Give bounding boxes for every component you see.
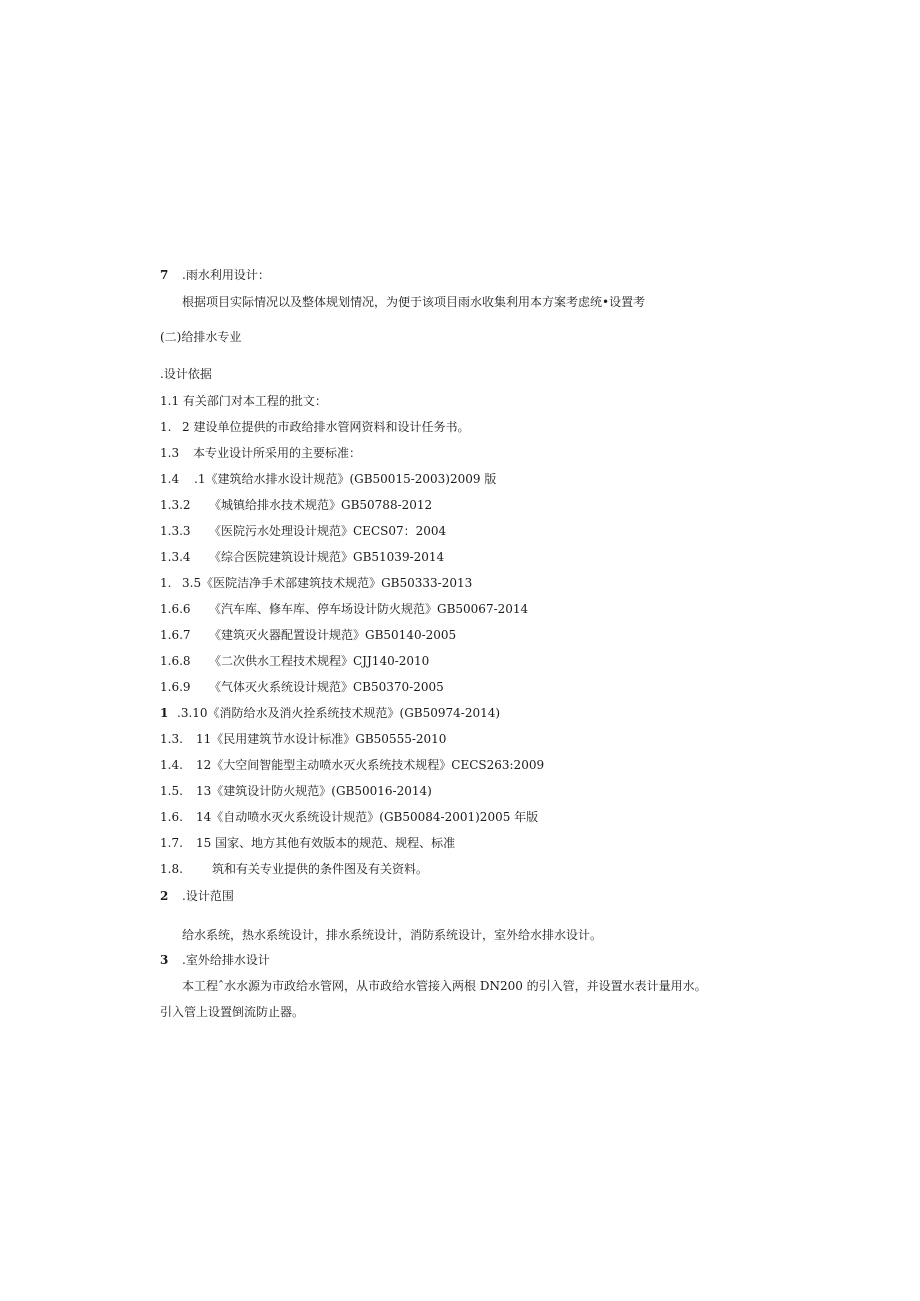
list-item: 1.6.7 《建筑灭火器配置设计规范》GB50140-2005 [160, 628, 457, 642]
section-7-body: 根据项目实际情况以及整体规划情况，为便于该项目雨水收集利用本方案考虑统•设置考 [182, 295, 646, 309]
design-basis-title: .设计依据 [160, 367, 212, 381]
list-item: 1 .3.10《消防给水及消火拴系统技术规范》(GB50974-2014) [160, 706, 501, 720]
section-3-body-continued: 引入管上设置倒流防止器。 [160, 1005, 305, 1019]
list-item: 1.6.8 《二次供水工程技术规程》CJJ140-2010 [160, 654, 430, 668]
list-item: 1. 3.5《医院洁净手术部建筑技术规范》GB50333-2013 [160, 576, 473, 590]
list-item: 1. 2 建设单位提供的市政给排水管网资料和设计任务书。 [160, 420, 470, 434]
list-item: 1.3.3 《医院污水处理设计规范》CECS07：2004 [160, 524, 447, 538]
part-2-title: (二)给排水专业 [160, 330, 242, 344]
section-7-heading: 7 .雨水利用设计： [160, 268, 270, 282]
section-2-heading: 2 .设计范围 [160, 889, 234, 903]
section-3-heading: 3 .室外给排水设计 [160, 953, 270, 967]
list-item: 1.7. 15 国家、地方其他有效版本的规范、规程、标准 [160, 836, 456, 850]
list-item: 1.3.4 《综合医院建筑设计规范》GB51039-2014 [160, 550, 445, 564]
list-item: 1.4 .1《建筑给水排水设计规范》(GB50015-2003)2009 版 [160, 472, 497, 486]
list-item: 1.3 本专业设计所采用的主要标准： [160, 446, 362, 460]
list-item: 1.8. 筑和有关专业提供的条件图及有关资料。 [160, 862, 429, 876]
list-item: 1.3.2 《城镇给排水技术规范》GB50788-2012 [160, 498, 433, 512]
list-item: 1.1 有关部门对本工程的批文： [160, 394, 327, 408]
section-2-body: 给水系统，热水系统设计，排水系统设计，消防系统设计，室外给水排水设计。 [182, 928, 603, 942]
list-item: 1.5. 13《建筑设计防火规范》(GB50016-2014) [160, 784, 432, 798]
list-item: 1.4. 12《大空间智能型主动喷水灭火系统技术规程》CECS263:2009 [160, 758, 545, 772]
list-item: 1.6. 14《自动喷水灭火系统设计规范》(GB50084-2001)2005 年版 [160, 810, 539, 824]
section-3-body: 本工程ˆ水水源为市政给水管网，从市政给水管接入两根 DN200 的引入管，并设置水表计量用水。 [182, 979, 707, 993]
list-item: 1.3. 11《民用建筑节水设计标准》GB50555-2010 [160, 732, 447, 746]
list-item: 1.6.9 《气体灭火系统设计规范》CB50370-2005 [160, 680, 444, 694]
list-item: 1.6.6 《汽车库、修车库、停车场设计防火规范》GB50067-2014 [160, 602, 529, 616]
